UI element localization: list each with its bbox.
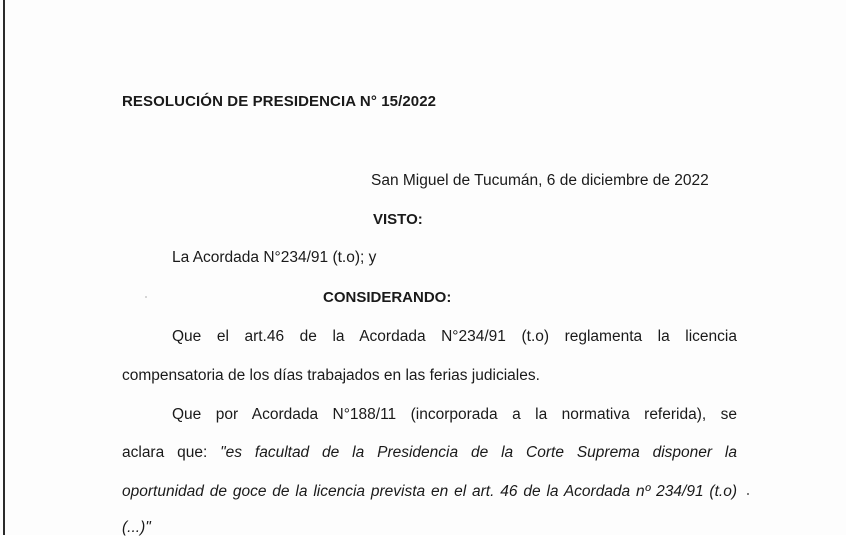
paragraph-2-quote-start: "es facultad de la Presidencia de la Corte Suprema disponer la — [220, 444, 737, 461]
resolution-title: RESOLUCIÓN DE PRESIDENCIA N° 15/2022 — [122, 93, 437, 110]
paragraph-2-line-4: (...)" — [122, 519, 151, 536]
paragraph-2-line-2 — [122, 443, 737, 463]
scan-speck — [747, 493, 749, 495]
page-edge-shadow — [3, 0, 5, 535]
paragraph-2-line-3: oportunidad de goce de la licencia prevista en el art. 46 de la Acordada nº 234/91 (t.o) — [122, 483, 737, 500]
paragraph-2-line-1: Que por Acordada N°188/11 (incorporada a la normativa referida), se — [172, 406, 737, 423]
paragraph-1-line-1: Que el art.46 de la Acordada N°234/91 (t.o) reglamenta la licencia — [172, 328, 737, 345]
paragraph-1-line-2: compensatoria de los días trabajados en las ferias judiciales. — [122, 367, 540, 384]
place-and-date: San Miguel de Tucumán, 6 de diciembre de 2022 — [371, 172, 709, 189]
scan-speck — [145, 296, 147, 298]
visto-text: La Acordada N°234/91 (t.o); y — [172, 249, 377, 266]
considerando-heading: CONSIDERANDO: — [323, 289, 452, 306]
paragraph-2-line-2-prefix: aclara que: — [122, 444, 221, 461]
visto-heading: VISTO: — [373, 211, 423, 228]
